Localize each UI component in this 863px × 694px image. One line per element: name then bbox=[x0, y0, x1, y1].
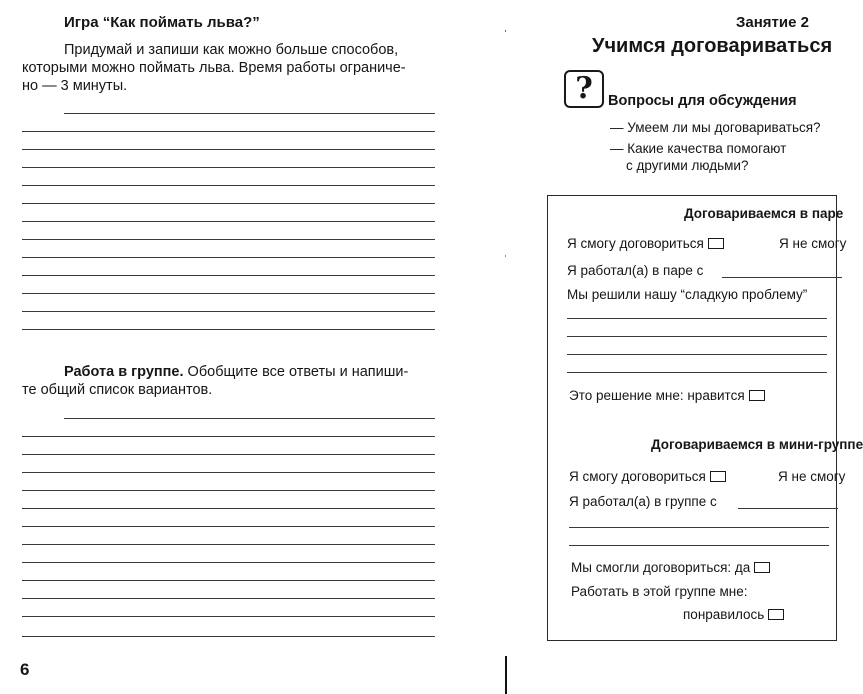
group-cannot-agree-label: Я не смогу bbox=[778, 469, 846, 484]
answer-line bbox=[22, 454, 435, 455]
pair-answer-line[interactable] bbox=[567, 354, 827, 355]
pair-can-agree-row bbox=[567, 236, 724, 251]
game-instructions-line-1: Придумай и запиши как можно больше способов, bbox=[64, 42, 399, 58]
pair-can-agree-label: Я смогу договориться bbox=[567, 236, 704, 251]
answer-line bbox=[22, 562, 435, 563]
answer-line bbox=[22, 598, 435, 599]
lesson-title: Учимся договариваться bbox=[592, 35, 833, 57]
pair-solution-row bbox=[569, 388, 765, 403]
answer-line bbox=[22, 472, 435, 473]
pair-partner-field[interactable] bbox=[722, 277, 842, 278]
answer-line bbox=[22, 616, 435, 617]
pair-can-agree-checkbox[interactable] bbox=[708, 238, 724, 249]
answer-line bbox=[22, 490, 435, 491]
pair-form-title: Договариваемся в паре bbox=[684, 206, 844, 221]
answer-line bbox=[22, 329, 435, 330]
right-page bbox=[500, 0, 863, 694]
lesson-number: Занятие 2 bbox=[736, 14, 809, 31]
group-agreed-yes-checkbox[interactable] bbox=[754, 562, 770, 573]
pair-solution-like-checkbox[interactable] bbox=[749, 390, 765, 401]
answer-line bbox=[22, 544, 435, 545]
answer-line bbox=[22, 203, 435, 204]
discussion-heading: Вопросы для обсуждения bbox=[608, 93, 797, 109]
group-work-text: Обобщите все ответы и напиши- bbox=[187, 364, 409, 380]
group-agreed-label: Мы смогли договориться: да bbox=[571, 560, 751, 575]
pair-cannot-agree-label: Я не смогу bbox=[779, 236, 847, 251]
answer-line bbox=[22, 436, 435, 437]
pair-partner-label: Я работал(а) в паре с bbox=[567, 263, 704, 278]
group-answer-line[interactable] bbox=[569, 527, 829, 528]
group-form-title: Договариваемся в мини-группе bbox=[651, 437, 863, 452]
group-answer-line[interactable] bbox=[569, 545, 829, 546]
answer-line bbox=[22, 508, 435, 509]
page-number: 6 bbox=[20, 660, 30, 679]
discussion-item-2: — Какие качества помогают bbox=[610, 141, 787, 156]
group-can-agree-label: Я смогу договориться bbox=[569, 469, 706, 484]
pair-answer-line[interactable] bbox=[567, 336, 827, 337]
group-work-line-1 bbox=[64, 363, 408, 381]
group-work-line-2: те общий список вариантов. bbox=[22, 382, 213, 398]
answer-line bbox=[22, 239, 435, 240]
pair-problem-label: Мы решили нашу “сладкую проблему” bbox=[567, 287, 808, 302]
answer-line bbox=[22, 311, 435, 312]
group-members-label: Я работал(а) в группе с bbox=[569, 494, 717, 509]
answer-line bbox=[22, 257, 435, 258]
pair-answer-line[interactable] bbox=[567, 372, 827, 373]
answer-line bbox=[22, 131, 435, 132]
group-members-field[interactable] bbox=[738, 508, 838, 509]
answer-line bbox=[22, 293, 435, 294]
answer-line bbox=[22, 185, 435, 186]
group-work-feeling-label: Работать в этой группе мне: bbox=[571, 584, 748, 599]
game-instructions-line-2: которыми можно поймать льва. Время работы ограниче- bbox=[22, 60, 406, 76]
pair-solution-like-label: Это решение мне: нравится bbox=[569, 388, 745, 403]
group-work-title: Работа в группе. bbox=[64, 364, 184, 380]
question-mark-icon: ? bbox=[564, 70, 604, 108]
answer-line bbox=[22, 149, 435, 150]
game-title: Игра “Как поймать льва?” bbox=[64, 14, 260, 31]
group-can-agree-row bbox=[569, 469, 726, 484]
answer-line bbox=[22, 636, 435, 637]
answer-line bbox=[22, 275, 435, 276]
discussion-item-1: — Умеем ли мы договариваться? bbox=[610, 120, 821, 135]
group-liked-label: понравилось bbox=[683, 607, 765, 622]
answer-line bbox=[22, 580, 435, 581]
group-liked-row bbox=[683, 607, 784, 622]
answer-line bbox=[22, 526, 435, 527]
answer-line bbox=[22, 167, 435, 168]
group-liked-checkbox[interactable] bbox=[768, 609, 784, 620]
pair-answer-line[interactable] bbox=[567, 318, 827, 319]
group-can-agree-checkbox[interactable] bbox=[710, 471, 726, 482]
answer-line bbox=[22, 221, 435, 222]
discussion-item-3: с другими людьми? bbox=[626, 158, 749, 173]
game-instructions-line-3: но — 3 минуты. bbox=[22, 78, 128, 94]
answer-line bbox=[64, 418, 435, 419]
group-agreed-row bbox=[571, 560, 770, 575]
answer-line bbox=[64, 113, 435, 114]
